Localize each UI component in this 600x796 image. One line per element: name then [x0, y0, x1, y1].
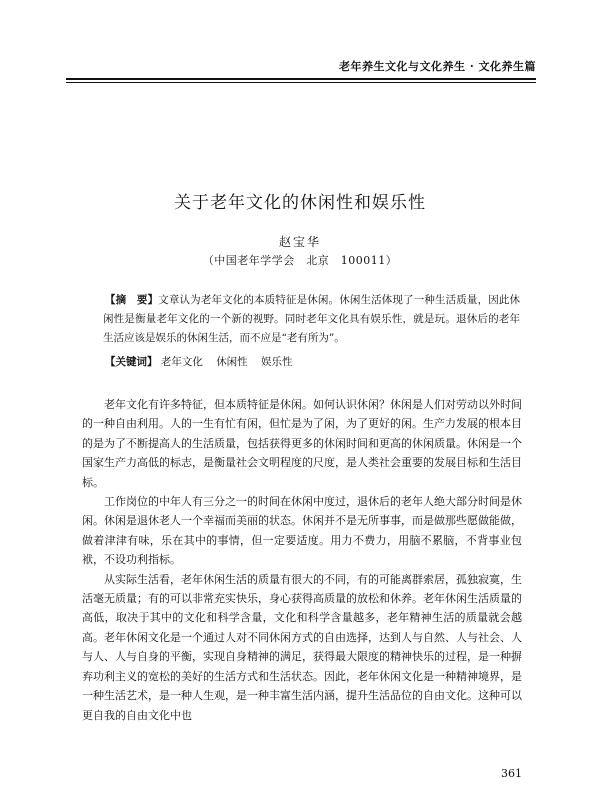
article-title: 关于老年文化的休闲性和娱乐性: [174, 193, 426, 213]
keywords-label: 【关键词】: [105, 356, 158, 368]
abstract-label: 【摘 要】: [105, 294, 159, 306]
running-head: 老年养生文化与文化养生 · 文化养生篇: [339, 60, 536, 73]
body-paragraph: 老年文化有许多特征，但本质特征是休闲。如何认识休闲？休闲是人们对劳动以外时间的一种自由利用。人的一生有忙有闲，但忙是为了闲，为了更好的闲。生产力发展的根本目的是为了不断提高人的生活质量，包括获得更多的休闲时间和更高的休闲质量。休闲是一个国家生产力高低的标志，是衡量社会文明程度的尺度，是人类社会重要的发展目标和生活目标。: [82, 398, 522, 489]
abstract-text: 文章认为老年文化的本质特征是休闲。休闲生活体现了一种生活质量，因此休闲性是衡量老年文化的一个新的视野。同时老年文化具有娱乐性，就是玩。退休后的老年生活应该是娱乐的休闲生活，而不应是“老有所为”。: [103, 294, 521, 344]
keyword-item: 老年文化: [160, 356, 203, 368]
article-affiliation: （中国老年学学会 北京 100011）: [202, 254, 398, 267]
keyword-item: 休闲性: [216, 356, 248, 368]
article-author: 赵宝华: [278, 235, 321, 249]
abstract: [103, 291, 520, 348]
header-rule: [66, 78, 536, 80]
header-rule-thin: [66, 82, 536, 83]
body-paragraph: 从实际生活看，老年休闲生活的质量有很大的不同，有的可能离群索居，孤独寂寞，生活毫无质量；有的可以非常充实快乐，身心获得高质量的放松和休养。老年休闲生活质量的高低，取决于其中的文化和科学含量，文化和科学含量越多，老年精神生活的质量就会越高。老年休闲文化是一个通过人对不同休闲方式的自由选择，达到人与自然、人与社会、人与人、人与自身的平衡，实现自身精神的满足，获得最大限度的精神快乐的过程，是一种摒弃功利主义的宽松的美好的生活方式和生活状态。因此，老年休闲文化是一种精神境界，是一种生活艺术，是一种人生观，是一种丰富生活内涵，提升生活品位的自由文化。这种可以更自我的自由文化中也: [82, 572, 522, 722]
keyword-item: 娱乐性: [261, 356, 293, 368]
article-body: [82, 395, 522, 725]
body-paragraph: 工作岗位的中年人有三分之一的时间在休闲中度过，退休后的老年人绝大部分时间是休闲。休闲是退休老人一个幸福而美丽的状态。休闲并不是无所事事，而是做那些愿做能做，做着津津有味，乐在其中的事情，但一定要适度。用力不费力，用脑不累脑，不背事业包袱，不设功利指标。: [82, 495, 522, 567]
keywords: [105, 353, 520, 371]
page-number: 361: [501, 767, 522, 780]
